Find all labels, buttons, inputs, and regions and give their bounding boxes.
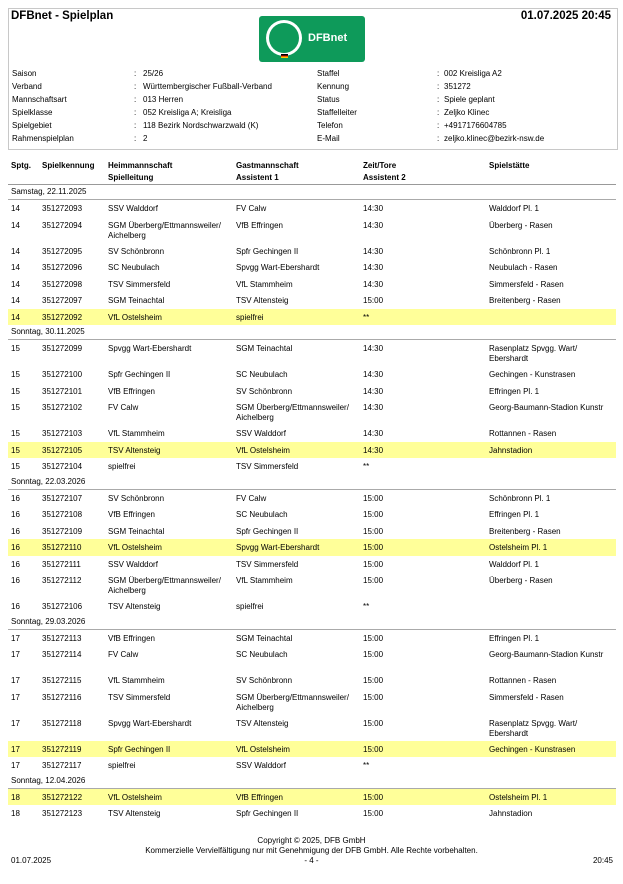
cell-gast: TSV Altensteig [236,718,289,728]
cell-heim: VfL Ostelsheim [108,792,162,802]
col-gastmannschaft: Gastmannschaft [236,161,299,170]
cell-zeit: 14:30 [363,386,384,396]
cell-spielkennung: 351272114 [42,650,82,659]
cell-spielkennung: 351272116 [42,692,82,702]
cell-heim: TSV Simmersfeld [108,692,171,702]
page-title: DFBnet - Spielplan [11,10,114,22]
col-assistent-2: Assistent 2 [363,173,406,182]
info-colon: : [134,108,137,117]
cell-gast: TSV Altensteig [236,296,289,305]
cell-heim: Spvgg Wart-Ebershardt [108,718,192,728]
cell-sptg: 14 [11,263,20,272]
info-value: +4917176604785 [444,121,507,130]
info-label: Mannschaftsart [12,95,67,104]
info-colon: : [437,108,440,117]
cell-sptg: 14 [11,220,20,230]
cell-sptg: 16 [11,526,20,536]
cell-sptg: 17 [11,650,20,659]
cell-spielstaette: Schönbronn Pl. 1 [489,493,551,503]
cell-heim: SGM Überberg/Ettmannsweiler/ Aichelberg [108,576,221,595]
cell-zeit: 15:00 [363,526,384,536]
table-row [8,598,616,615]
matchday-date: Sonntag, 12.04.2026 [8,774,616,789]
cell-zeit: 15:00 [363,296,384,305]
cell-spielkennung: 351272095 [42,246,83,256]
table-row [8,506,616,523]
cell-sptg: 15 [11,386,20,396]
cell-heim: TSV Altensteig [108,445,161,455]
copyright: Copyright © 2025, DFB GmbH [257,836,366,845]
table-row [8,556,616,573]
table-row [8,259,616,276]
info-value: 118 Bezirk Nordschwarzwald (K) [143,121,259,130]
info-label: E-Mail [317,134,340,143]
cell-spielstaette: Überberg - Rasen [489,576,553,585]
cell-spielstaette: Breitenberg - Rasen [489,296,561,305]
cell-spielstaette: Breitenberg - Rasen [489,526,561,536]
cell-gast: FV Calw [236,204,267,213]
cell-spielkennung: 351272102 [42,403,83,412]
table-row [8,399,616,425]
cell-sptg: 15 [11,344,20,353]
cell-spielkennung: 351272117 [42,761,82,770]
cell-sptg: 16 [11,559,20,569]
info-label: Kennung [317,82,350,91]
cell-zeit: ** [363,761,370,770]
cell-spielkennung: 351272099 [42,344,83,353]
cell-spielkennung: 351272092 [42,312,83,322]
cell-gast: VfB Effringen [236,220,283,230]
cell-spielstaette: Effringen Pl. 1 [489,633,540,643]
info-label: Spielklasse [12,108,53,117]
table-row [8,715,616,741]
cell-heim: TSV Altensteig [108,602,161,611]
info-row [317,132,613,145]
info-row [317,119,613,132]
col-assistent-1: Assistent 1 [236,173,279,182]
info-row [317,93,613,106]
cell-spielkennung: 351272110 [42,543,82,552]
table-row [8,789,616,806]
cell-sptg: 15 [11,429,20,438]
cell-spielstaette: Rottannen - Rasen [489,429,557,438]
table-row [8,217,616,243]
cell-spielstaette: Jahnstadion [489,445,533,455]
table-row [8,523,616,540]
info-label: Telefon [317,121,343,130]
col-heimmannschaft: Heimmannschaft [108,161,173,170]
info-colon: : [437,69,440,78]
cell-spielstaette: Rasenplatz Spvgg. Wart/ Ebershardt [489,718,578,738]
info-label: Staffelleiter [317,108,357,117]
cell-zeit: 15:00 [363,692,384,702]
matchday-date: Samstag, 22.11.2025 [8,185,616,200]
table-row [8,805,616,822]
cell-gast: Spfr Gechingen II [236,809,299,818]
info-colon: : [134,95,137,104]
cell-spielkennung: 351272105 [42,445,83,455]
cell-zeit: 15:00 [363,676,384,685]
cell-heim: SC Neubulach [108,263,160,272]
cell-heim: Spfr Gechingen II [108,744,171,754]
cell-gast: Spvgg Wart-Ebershardt [236,263,320,272]
cell-spielstaette: Gechingen - Kunstrasen [489,370,576,379]
cell-zeit: 14:30 [363,246,384,256]
cell-spielkennung: 351272103 [42,429,83,438]
info-row [12,106,312,119]
cell-zeit: 14:30 [363,445,384,455]
table-row [8,741,616,758]
info-row [12,80,312,93]
cell-heim: SSV Walddorf [108,204,158,213]
cell-spielstaette: Simmersfeld - Rasen [489,279,564,289]
info-value: 25/26 [143,69,164,78]
table-row [8,276,616,293]
cell-spielkennung: 351272104 [42,462,83,471]
cell-spielstaette: Ostelsheim Pl. 1 [489,543,548,552]
cell-gast: TSV Simmersfeld [236,559,299,569]
info-value: 2 [143,134,148,143]
cell-spielkennung: 351272112 [42,576,82,585]
table-row [8,757,616,774]
cell-heim: Spvgg Wart-Ebershardt [108,344,192,353]
cell-heim: TSV Simmersfeld [108,279,171,289]
info-value: 013 Herren [143,95,184,104]
cell-sptg: 16 [11,510,20,519]
col-spielleitung: Spielleitung [108,173,154,182]
info-colon: : [437,82,440,91]
cell-heim: SSV Walddorf [108,559,158,569]
info-label: Verband [12,82,42,91]
info-row [12,67,312,80]
info-value: Württembergischer Fußball-Verband [143,82,272,91]
info-colon: : [437,95,440,104]
cell-zeit: 14:30 [363,344,384,353]
cell-heim: VfB Effringen [108,633,155,643]
cell-spielkennung: 351272107 [42,493,83,503]
copyright-notice: Kommerzielle Vervielfältigung nur mit Genehmigung der DFB GmbH. Alle Rechte vorbehalten. [145,846,478,855]
cell-spielstaette: Gechingen - Kunstrasen [489,744,576,754]
info-label: Saison [12,69,37,78]
col-spielstaette: Spielstätte [489,161,530,170]
cell-spielstaette: Schönbronn Pl. 1 [489,246,551,256]
cell-spielkennung: 351272100 [42,370,83,379]
cell-heim: VfB Effringen [108,510,155,519]
cell-sptg: 14 [11,312,20,322]
league-info-left [12,67,312,145]
cell-zeit: 15:00 [363,576,384,585]
cell-heim: VfL Stammheim [108,676,165,685]
cell-heim: SGM Teinachtal [108,526,165,536]
table-row [8,490,616,507]
cell-gast: SC Neubulach [236,370,288,379]
footer-time: 20:45 [592,856,613,865]
info-label: Staffel [317,69,340,78]
info-value: 002 Kreisliga A2 [444,69,502,78]
cell-zeit: ** [363,462,370,471]
cell-gast: SSV Walddorf [236,761,286,770]
cell-zeit: 14:30 [363,263,384,272]
cell-gast: Spfr Gechingen II [236,246,299,256]
cell-gast: SC Neubulach [236,510,288,519]
matchday-date: Sonntag, 29.03.2026 [8,615,616,630]
table-row [8,458,616,475]
cell-gast: VfB Effringen [236,792,283,802]
cell-spielkennung: 351272094 [42,220,83,230]
table-row [8,425,616,442]
cell-zeit: 15:00 [363,559,384,569]
print-datetime: 01.07.2025 20:45 [520,10,611,22]
table-row [8,689,616,715]
col-spielkennung: Spielkennung [42,161,95,170]
cell-zeit: 15:00 [363,718,384,728]
table-row [8,572,616,598]
cell-gast: SV Schönbronn [236,386,293,396]
cell-zeit: 14:30 [363,403,384,412]
cell-gast: SSV Walddorf [236,429,286,438]
table-row [8,366,616,383]
info-row [12,93,312,106]
cell-zeit: ** [363,312,370,322]
cell-sptg: 14 [11,204,20,213]
matchday-date: Sonntag, 22.03.2026 [8,475,616,490]
table-row [8,292,616,309]
cell-spielkennung: 351272122 [42,792,83,802]
cell-zeit: 14:30 [363,220,384,230]
table-row [8,442,616,459]
cell-sptg: 15 [11,370,20,379]
dfbnet-logo [259,16,365,62]
cell-zeit: 15:00 [363,809,384,818]
cell-spielstaette: Jahnstadion [489,809,533,818]
cell-heim: VfL Ostelsheim [108,543,162,552]
col-zeit-tore: Zeit/Tore [363,161,397,170]
cell-zeit: 15:00 [363,792,384,802]
cell-sptg: 17 [11,692,20,702]
cell-zeit: ** [363,602,370,611]
info-label: Spielgebiet [12,121,52,130]
cell-gast: SGM Überberg/Ettmannsweiler/ Aichelberg [236,403,349,422]
cell-heim: FV Calw [108,403,139,412]
cell-gast: Spvgg Wart-Ebershardt [236,543,320,552]
cell-gast: TSV Simmersfeld [236,462,299,471]
cell-gast: Spfr Gechingen II [236,526,299,536]
german-flag-icon [281,54,288,58]
cell-spielstaette: Überberg - Rasen [489,220,553,230]
cell-spielkennung: 351272093 [42,204,83,213]
info-value: 052 Kreisliga A; Kreisliga [143,108,232,117]
table-row [8,309,616,326]
cell-spielkennung: 351272115 [42,676,82,685]
cell-spielstaette: Effringen Pl. 1 [489,386,540,396]
info-value: Zeljko Klinec [444,108,490,117]
info-row [12,119,312,132]
cell-zeit: 14:30 [363,370,384,379]
cell-sptg: 18 [11,792,20,802]
cell-spielkennung: 351272123 [42,809,83,818]
schedule-table [8,185,616,822]
cell-spielstaette: Georg-Baumann-Stadion Kunstr [489,650,604,659]
cell-spielstaette: Rasenplatz Spvgg. Wart/ Ebershardt [489,344,578,363]
cell-heim: spielfrei [108,761,136,770]
cell-sptg: 17 [11,718,20,728]
table-row [8,243,616,260]
info-row [317,67,613,80]
info-row [317,106,613,119]
cell-spielstaette: Ostelsheim Pl. 1 [489,792,548,802]
cell-gast: VfL Ostelsheim [236,744,290,754]
table-row [8,672,616,689]
cell-spielkennung: 351272101 [42,386,83,396]
cell-sptg: 15 [11,403,20,412]
cell-sptg: 16 [11,602,20,611]
matchday-date: Sonntag, 30.11.2025 [8,325,616,340]
cell-gast: FV Calw [236,493,267,503]
cell-spielstaette: Rottannen - Rasen [489,676,557,685]
info-colon: : [134,82,137,91]
cell-sptg: 16 [11,493,20,503]
info-label: Status [317,95,340,104]
cell-gast: SGM Teinachtal [236,633,293,643]
table-row [8,383,616,400]
cell-zeit: 15:00 [363,493,384,503]
cell-gast: SGM Teinachtal [236,344,293,353]
cell-sptg: 17 [11,633,20,643]
cell-sptg: 14 [11,246,20,256]
table-row [8,646,616,672]
league-info-right [317,67,613,145]
cell-heim: VfB Effringen [108,386,155,396]
cell-zeit: 14:30 [363,279,384,289]
cell-heim: TSV Altensteig [108,809,161,818]
cell-spielkennung: 351272106 [42,602,83,611]
cell-gast: SGM Überberg/Ettmannsweiler/ Aichelberg [236,692,349,712]
cell-gast: SV Schönbronn [236,676,293,685]
table-row [8,630,616,647]
cell-zeit: 15:00 [363,510,384,519]
cell-spielstaette: Neubulach - Rasen [489,263,558,272]
cell-spielkennung: 351272119 [42,744,82,754]
cell-zeit: 14:30 [363,204,384,213]
cell-sptg: 17 [11,676,20,685]
cell-heim: spielfrei [108,462,136,471]
cell-gast: VfL Ostelsheim [236,445,290,455]
cell-gast: spielfrei [236,602,264,611]
cell-spielkennung: 351272109 [42,526,83,536]
info-value: Spiele geplant [444,95,495,104]
footer-date: 01.07.2025 [11,856,52,865]
cell-sptg: 14 [11,279,20,289]
info-colon: : [134,134,137,143]
logo-text: DFBnet [308,32,348,44]
cell-gast: spielfrei [236,312,264,322]
cell-heim: VfL Ostelsheim [108,312,162,322]
cell-spielkennung: 351272118 [42,718,82,728]
cell-heim: SV Schönbronn [108,493,165,503]
cell-sptg: 14 [11,296,20,305]
cell-gast: VfL Stammheim [236,576,293,585]
info-row [12,132,312,145]
col-sptg: Sptg. [11,161,31,170]
cell-spielstaette: Georg-Baumann-Stadion Kunstr [489,403,604,412]
info-colon: : [437,134,440,143]
cell-heim: VfL Stammheim [108,429,165,438]
cell-spielstaette: Simmersfeld - Rasen [489,692,564,702]
info-colon: : [134,121,137,130]
cell-spielkennung: 351272108 [42,510,83,519]
cell-spielkennung: 351272096 [42,263,83,272]
cell-heim: Spfr Gechingen II [108,370,171,379]
cell-zeit: 14:30 [363,429,384,438]
table-row [8,200,616,217]
cell-heim: FV Calw [108,650,139,659]
table-row [8,539,616,556]
cell-heim: SGM Überberg/Ettmannsweiler/ Aichelberg [108,220,221,240]
cell-sptg: 17 [11,744,20,754]
cell-heim: SGM Teinachtal [108,296,165,305]
info-row [317,80,613,93]
cell-heim: SV Schönbronn [108,246,165,256]
info-label: Rahmenspielplan [12,134,74,143]
cell-spielkennung: 351272098 [42,279,83,289]
cell-sptg: 16 [11,576,20,585]
cell-zeit: 15:00 [363,650,384,659]
cell-sptg: 15 [11,445,20,455]
cell-sptg: 15 [11,462,20,471]
cell-spielkennung: 351272111 [42,559,81,569]
cell-gast: VfL Stammheim [236,279,293,289]
info-value: 351272 [444,82,471,91]
cell-zeit: 15:00 [363,744,384,754]
cell-zeit: 15:00 [363,633,384,643]
cell-sptg: 18 [11,809,20,818]
cell-sptg: 17 [11,761,20,770]
dfb-emblem-icon [266,20,302,56]
cell-spielkennung: 351272097 [42,296,83,305]
cell-zeit: 15:00 [363,543,384,552]
cell-spielstaette: Effringen Pl. 1 [489,510,540,519]
page-number: - 4 - [304,856,319,865]
cell-spielkennung: 351272113 [42,633,82,643]
table-row [8,340,616,366]
info-colon: : [134,69,137,78]
cell-sptg: 16 [11,543,20,552]
cell-gast: SC Neubulach [236,650,288,659]
cell-spielstaette: Walddorf Pl. 1 [489,204,539,213]
cell-spielstaette: Walddorf Pl. 1 [489,559,539,569]
info-colon: : [437,121,440,130]
info-value: zeljko.klinec@bezirk-nsw.de [444,134,545,143]
